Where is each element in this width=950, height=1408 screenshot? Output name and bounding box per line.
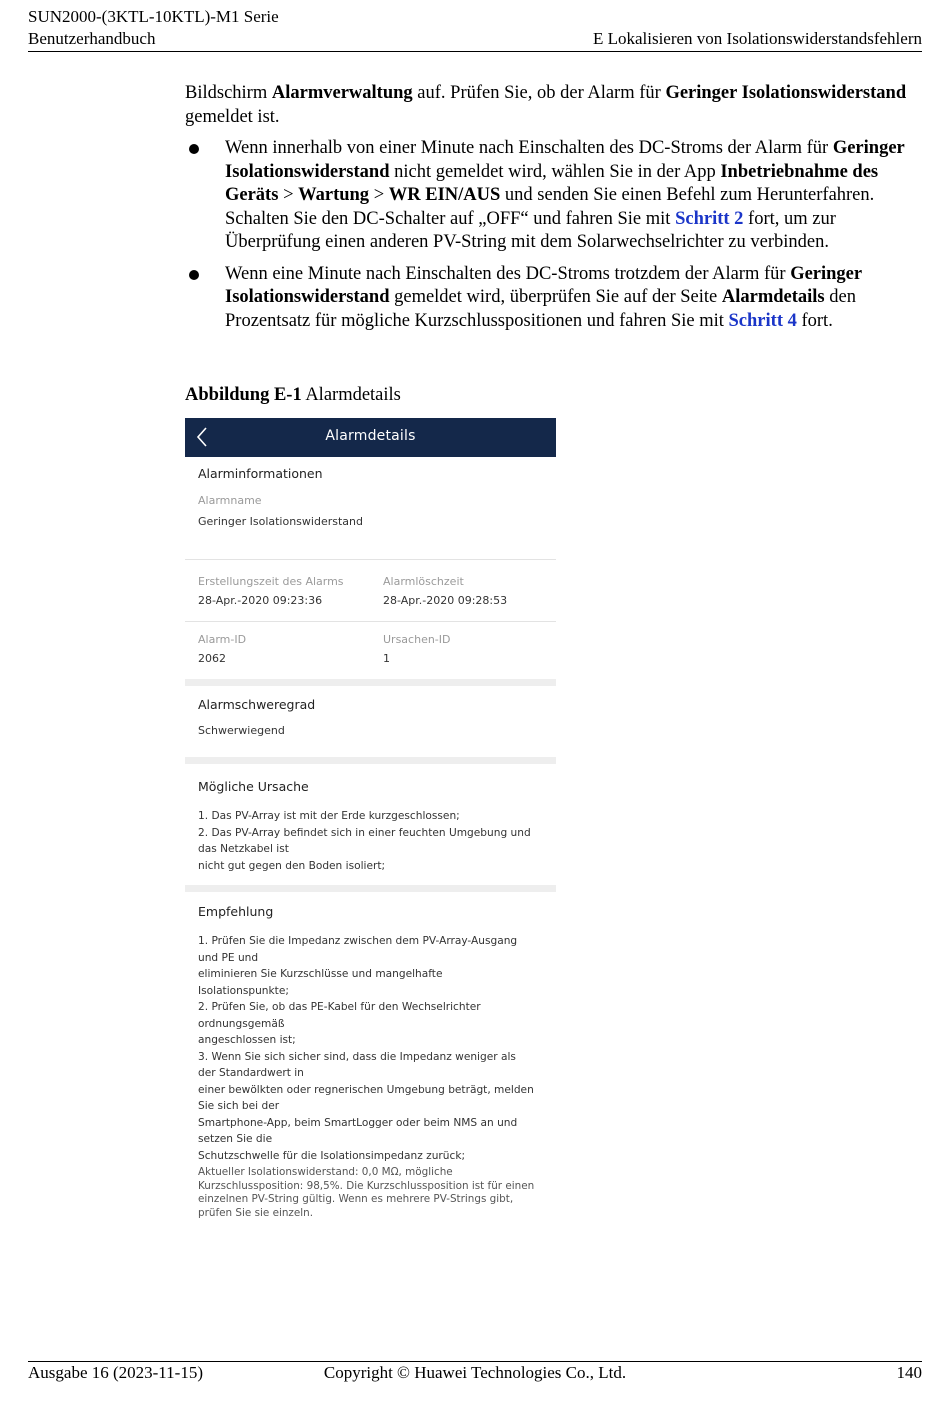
copyright: Copyright © Huawei Technologies Co., Ltd. <box>323 1363 627 1382</box>
recommendation-heading: Empfehlung <box>198 904 274 919</box>
section-gap <box>185 885 556 892</box>
created-value: 28-Apr.-2020 09:23:36 <box>198 594 323 607</box>
cleared-label: Alarmlöschzeit <box>383 575 464 588</box>
recommendation-block <box>185 892 556 1220</box>
cause-heading: Mögliche Ursache <box>198 779 309 794</box>
screen-title: Alarmdetails <box>325 428 416 444</box>
severity-block <box>185 686 556 757</box>
intro-paragraph: Bildschirm Alarmverwaltung auf. Prüfen Sie, ob der Alarm für Geringer Isolationswiderstand gemeldet ist. <box>185 83 907 127</box>
page-number: 140 <box>896 1363 922 1382</box>
header-rule <box>28 51 922 52</box>
cause-text: 1. Das PV-Array ist mit der Erde kurzgeschlossen; 2. Das PV-Array befindet sich in einer feuchten Umgebung und das Netzkabel ist nicht gut gegen den Boden isoliert; <box>198 810 531 872</box>
alarm-name-value: Geringer Isolationswiderstand <box>198 515 363 528</box>
alarm-name-block <box>185 488 556 559</box>
chapter-title: E Lokalisieren von Isolationswiderstandsfehlern <box>592 29 922 48</box>
footer-rule <box>28 1361 922 1362</box>
link-step-2[interactable]: Schritt 2 <box>675 208 744 229</box>
link-step-4[interactable]: Schritt 4 <box>728 310 797 331</box>
alarm-id-label: Alarm-ID <box>198 633 247 646</box>
section-gap <box>185 757 556 764</box>
cause-id-label: Ursachen-ID <box>383 633 451 646</box>
figure-caption: Abbildung E-1 Alarmdetails <box>185 385 401 405</box>
edition: Ausgabe 16 (2023-11-15) <box>28 1363 203 1382</box>
title-bar <box>185 418 556 457</box>
severity-value: Schwerwiegend <box>198 724 285 737</box>
cause-block <box>185 764 556 885</box>
cleared-value: 28-Apr.-2020 09:28:53 <box>383 594 508 607</box>
section-gap <box>185 679 556 686</box>
alarm-id-block <box>185 622 556 679</box>
bullet-item-2: Wenn eine Minute nach Einschalten des DC-Stroms trotzdem der Alarm für Geringer Isolationswiderstand gemeldet wird, überprüfen Sie auf der Seite Alarmdetails den Prozentsatz für mögliche Kurzschlusspositionen und fahren Sie mit Schritt 4 fort. <box>185 263 920 334</box>
created-label: Erstellungszeit des Alarms <box>198 575 344 588</box>
alarm-name-label: Alarmname <box>198 494 262 507</box>
current-status-text: Aktueller Isolationswiderstand: 0,0 MΩ, mögliche Kurzschlussposition: 98,5%. Die Kurzschlussposition ist für einen einzelnen PV-String gültig. Wenn es mehrere PV-Strings gibt, prüfen Sie sie einzeln. <box>198 1166 535 1219</box>
product-series: SUN2000-(3KTL-10KTL)-M1 Serie <box>28 7 279 26</box>
recommendation-text: 1. Prüfen Sie die Impedanz zwischen dem PV-Array-Ausgang und PE und eliminieren Sie Kurzschlüsse und mangelhafte Isolationspunkte; 2. Prüfen Sie, ob das PE-Kabel für den Wechselrichter ordnungsgemäß angeschlossen ist; 3. Wenn Sie sich sicher sind, dass die Impedanz weniger als der Standardwert in einer bewölkten oder regnerischen Umgebung beträgt, melden Sie sich bei der Smartphone-App, beim SmartLogger oder beim NMS an und setzen Sie die Schutzschwelle für die Isolationsimpedanz zurück; <box>198 935 534 1162</box>
alarm-info-heading: Alarminformationen <box>198 466 323 481</box>
cause-id-value: 1 <box>383 652 390 665</box>
severity-heading: Alarmschweregrad <box>198 697 316 712</box>
body-text <box>185 82 920 333</box>
bullet-dot-icon <box>189 144 199 154</box>
alarm-details-screen <box>185 418 556 1220</box>
bullet-dot-icon <box>189 270 199 280</box>
alarm-time-block <box>185 560 556 621</box>
alarm-id-value: 2062 <box>198 652 226 665</box>
bullet-item-1: Wenn innerhalb von einer Minute nach Einschalten des DC-Stroms der Alarm für Geringer Isolationswiderstand nicht gemeldet wird, wählen Sie in der App Inbetriebnahme des Geräts > Wartung > WR EIN/AUS und senden Sie einen Befehl zum Herunterfahren. Schalten Sie den DC-Schalter auf „OFF“ und fahren Sie mit Schritt 2 fort, um zur Überprüfung einen anderen PV-String mit dem Solarwechselrichter zu verbinden. <box>185 137 920 255</box>
running-header-left <box>28 6 279 50</box>
manual-title: Benutzerhandbuch <box>28 29 156 48</box>
